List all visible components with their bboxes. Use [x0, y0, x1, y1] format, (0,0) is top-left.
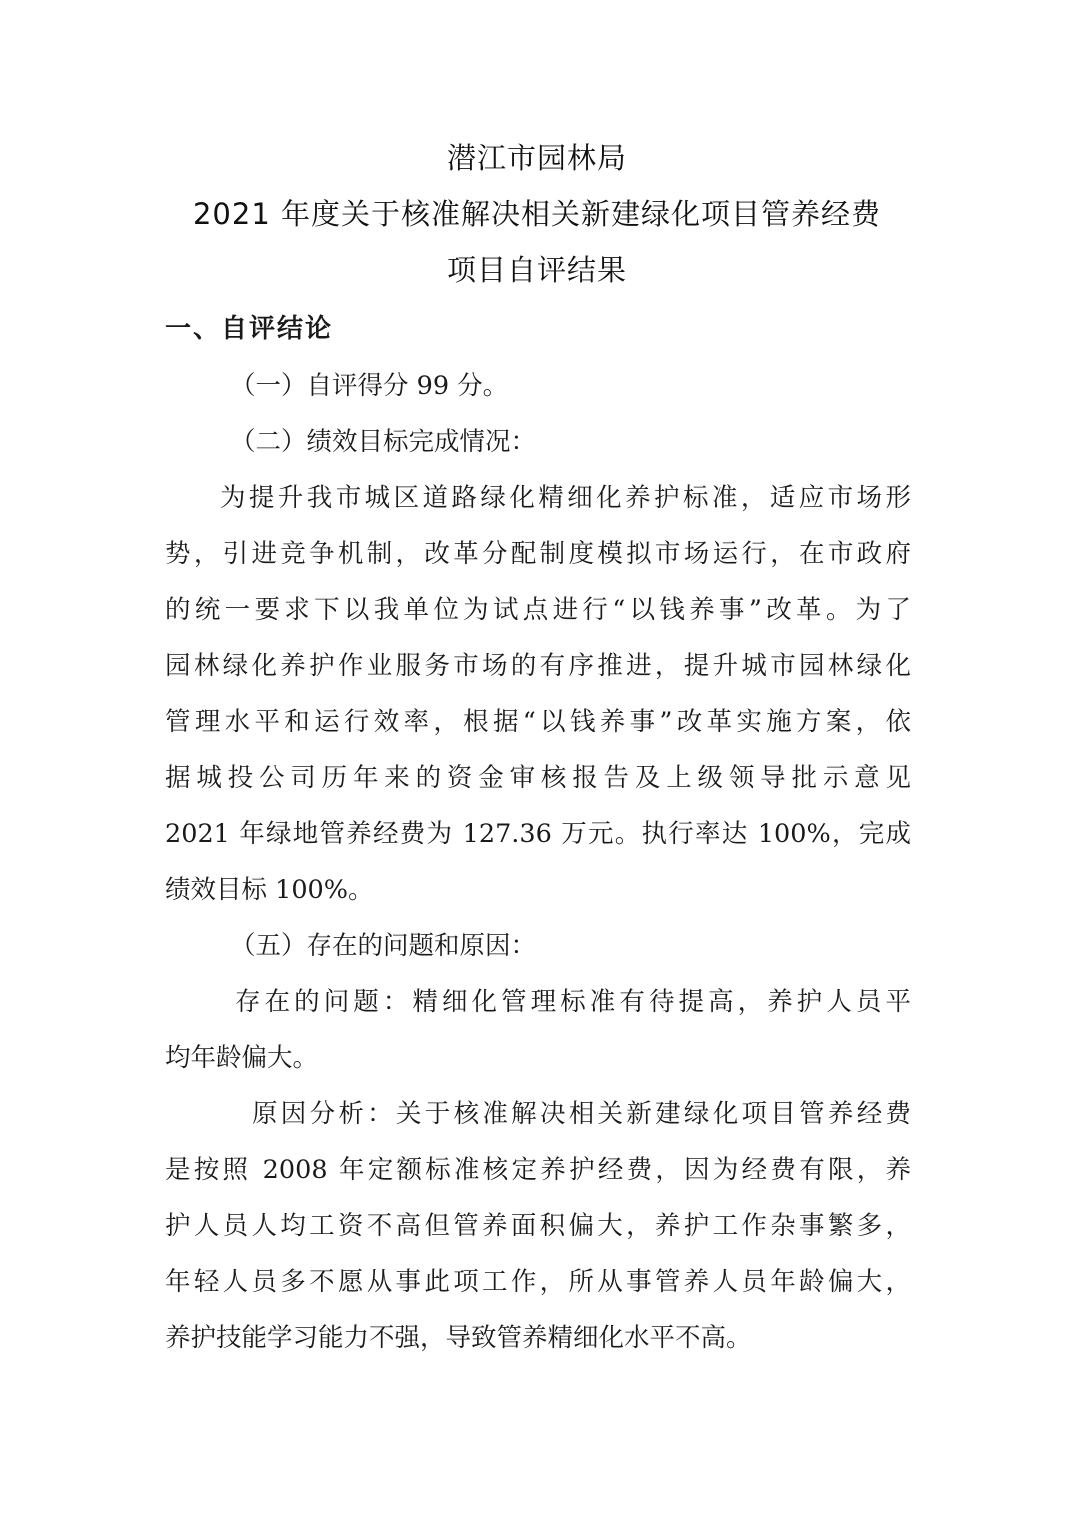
item-self-score: （一）自评得分 99 分。	[230, 371, 509, 401]
paragraph-line: 管理水平和运行效率，根据“以钱养事”改革实施方案，依	[165, 707, 911, 737]
paragraph-line: 绩效目标 100%。	[165, 875, 374, 905]
document-title-line-1: 潜江市园林局	[446, 141, 627, 175]
paragraph-line: 2021 年绿地管养经费为 127.36 万元。执行率达 100%，完成	[165, 819, 911, 849]
paragraph-line: 是按照 2008 年定额标准核定养护经费，因为经费有限，养	[165, 1155, 911, 1185]
section-heading: 一、自评结论	[165, 314, 334, 344]
paragraph-line: 原因分析：关于核准解决相关新建绿化项目管养经费	[252, 1099, 911, 1129]
document-title-line-3: 项目自评结果	[446, 253, 627, 287]
paragraph-line: 存在的问题：精细化管理标准有待提高，养护人员平	[235, 987, 911, 1017]
paragraph-line: 为提升我市城区道路绿化精细化养护标准，适应市场形	[220, 483, 911, 513]
paragraph-line: 护人员人均工资不高但管养面积偏大，养护工作杂事繁多，	[165, 1211, 911, 1241]
paragraph-line: 园林绿化养护作业服务市场的有序推进，提升城市园林绿化	[165, 651, 911, 681]
paragraph-line: 养护技能学习能力不强，导致管养精细化水平不高。	[165, 1323, 752, 1353]
item-problems-and-causes: （五）存在的问题和原因：	[230, 931, 537, 961]
document-title-line-2: 2021 年度关于核准解决相关新建绿化项目管养经费	[192, 197, 882, 231]
paragraph-line: 年轻人员多不愿从事此项工作，所从事管养人员年龄偏大，	[165, 1267, 911, 1297]
item-performance-goals: （二）绩效目标完成情况：	[230, 427, 537, 457]
paragraph-line: 势，引进竞争机制，改革分配制度模拟市场运行，在市政府	[165, 539, 911, 569]
paragraph-line: 据城投公司历年来的资金审核报告及上级领导批示意见	[165, 763, 911, 793]
paragraph-line: 的统一要求下以我单位为试点进行“以钱养事”改革。为了	[165, 595, 911, 625]
paragraph-line: 均年龄偏大。	[165, 1043, 319, 1073]
